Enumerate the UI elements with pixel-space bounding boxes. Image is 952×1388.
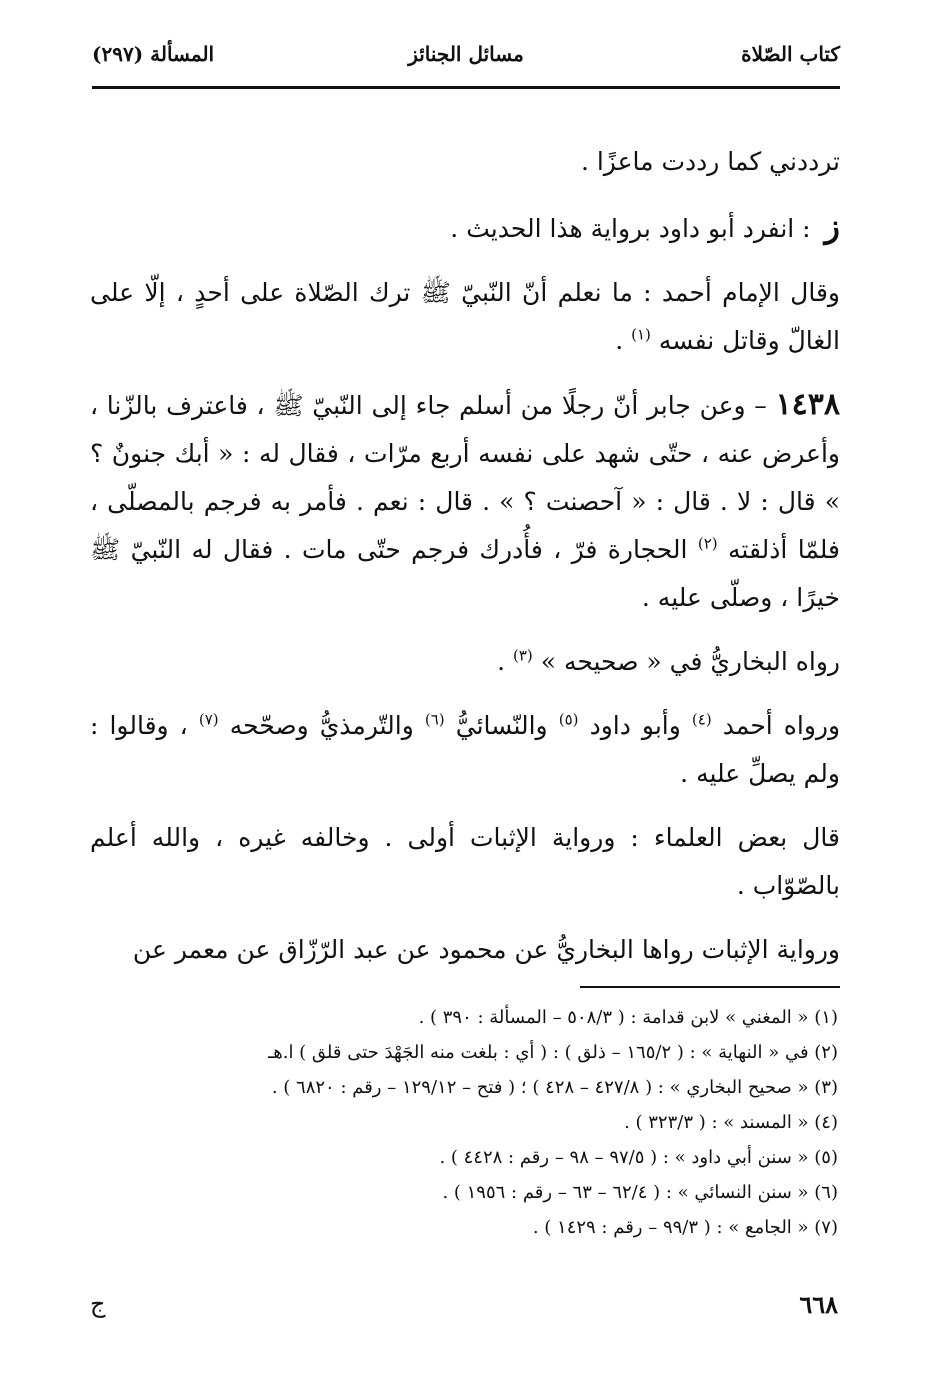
paragraph-3: وقال الإمام أحمد : ما نعلم أنّ النّبيّ ﷺ ترك الصّلاة على أحدٍ ، إلّا على الغالّ وقاتل نفسه $^{(١)}$ . (90, 278, 840, 355)
signature-letter: ج (90, 1290, 106, 1318)
footnote-5: (٥) « سنن أبي داود » : ( ٩٧/٥ – ٩٨ – رقم : ٤٤٢٨ ) . (439, 1147, 838, 1168)
page-number: ٦٦٨ (799, 1290, 838, 1319)
footnote-1: (١) « المغني » لابن قدامة : ( ٥٠٨/٣ – المسألة : ٣٩٠ ) . (418, 1007, 838, 1028)
paragraph-2: ز : انفرد أبو داود برواية هذا الحديث . (450, 207, 840, 245)
paragraph-5: رواه البخاريُّ في « صحيحه » $^{(٣)}$ . (497, 646, 840, 676)
footnote-ref-7: (٧) (198, 710, 219, 729)
book-title: كتاب الصّلاة (741, 42, 840, 66)
section-title: مسائل الجنائز (408, 42, 524, 66)
hadith-1438: ١٤٣٨ – وعن جابر أنّ رجلًا من أسلم جاء إلى النّبيّ ﷺ ، فاعترف بالزّنا ، وأعرض عنه ، حتّى شهد على نفسه أربع مرّات ، فقال له : « أبك جنونٌ ؟ » قال : لا . قال : « آحصنت ؟ » . قال : نعم . فأمر به فرجم بالمصلّى ، فلمّا أذلقته $^{(٢)}$ الحجارة فرّ ، فأُدرك فرجم حتّى مات . فقال له النّبيّ ﷺ خيرًا ، وصلّى عليه . (90, 387, 840, 612)
page-header (92, 38, 840, 78)
paragraph-6: ورواه أحمد $^{(٤)}$ وأبو داود $^{(٥)}$ والنّسائيُّ $^{(٦)}$ والتّرمذيُّ وصحّحه $^{(٧)}$ ، وقالوا : ولم يصلِّ عليه . (90, 710, 841, 788)
main-text (90, 138, 840, 990)
footnote-ref-6: (٦) (424, 710, 445, 729)
zawaid-mark: ز (824, 207, 840, 245)
footnote-3: (٣) « صحيح البخاري » : ( ٤٢٧/٨ – ٤٢٨ ) ؛ ( فتح – ١٢٩/١٢ – رقم : ٦٨٢٠ ) . (271, 1077, 838, 1098)
footnote-ref-5: (٥) (558, 710, 579, 729)
paragraph-7: قال بعض العلماء : ورواية الإثبات أولى . وخالفه غيره ، والله أعلم بالصّوّاب . (90, 823, 840, 900)
page-footer (90, 1290, 838, 1330)
footnote-6: (٦) « سنن النسائي » : ( ٦٢/٤ – ٦٣ – رقم : ١٩٥٦ ) . (442, 1182, 838, 1203)
footnote-ref-2: (٢) (697, 534, 718, 553)
issue-label: المسألة (٢٩٧) (92, 42, 215, 66)
footnote-ref-1: (١) (631, 325, 651, 344)
footnote-2: (٢) في « النهاية » : ( ١٦٥/٢ – ذلق ) : ( أي : بلغت منه الجَهْدَ حتى قلق ) ا.هـ (267, 1042, 838, 1063)
paragraph-1: ترددني كما رددت ماعزًا . (580, 147, 840, 176)
footnote-rule (580, 986, 840, 988)
footnotes (90, 1000, 838, 1245)
footnote-4: (٤) « المسند » : ( ٣٢٣/٣ ) . (624, 1112, 838, 1133)
footnote-7: (٧) « الجامع » : ( ٩٩/٣ – رقم : ١٤٢٩ ) . (532, 1217, 838, 1238)
header-rule (92, 86, 840, 89)
footnote-ref-3: (٣) (513, 646, 533, 665)
hadith-number: ١٤٣٨ (775, 387, 840, 422)
paragraph-8: ورواية الإثبات رواها البخاريُّ عن محمود عن عبد الرّزّاق عن معمر عن (132, 935, 840, 964)
footnote-ref-4: (٤) (691, 710, 712, 729)
